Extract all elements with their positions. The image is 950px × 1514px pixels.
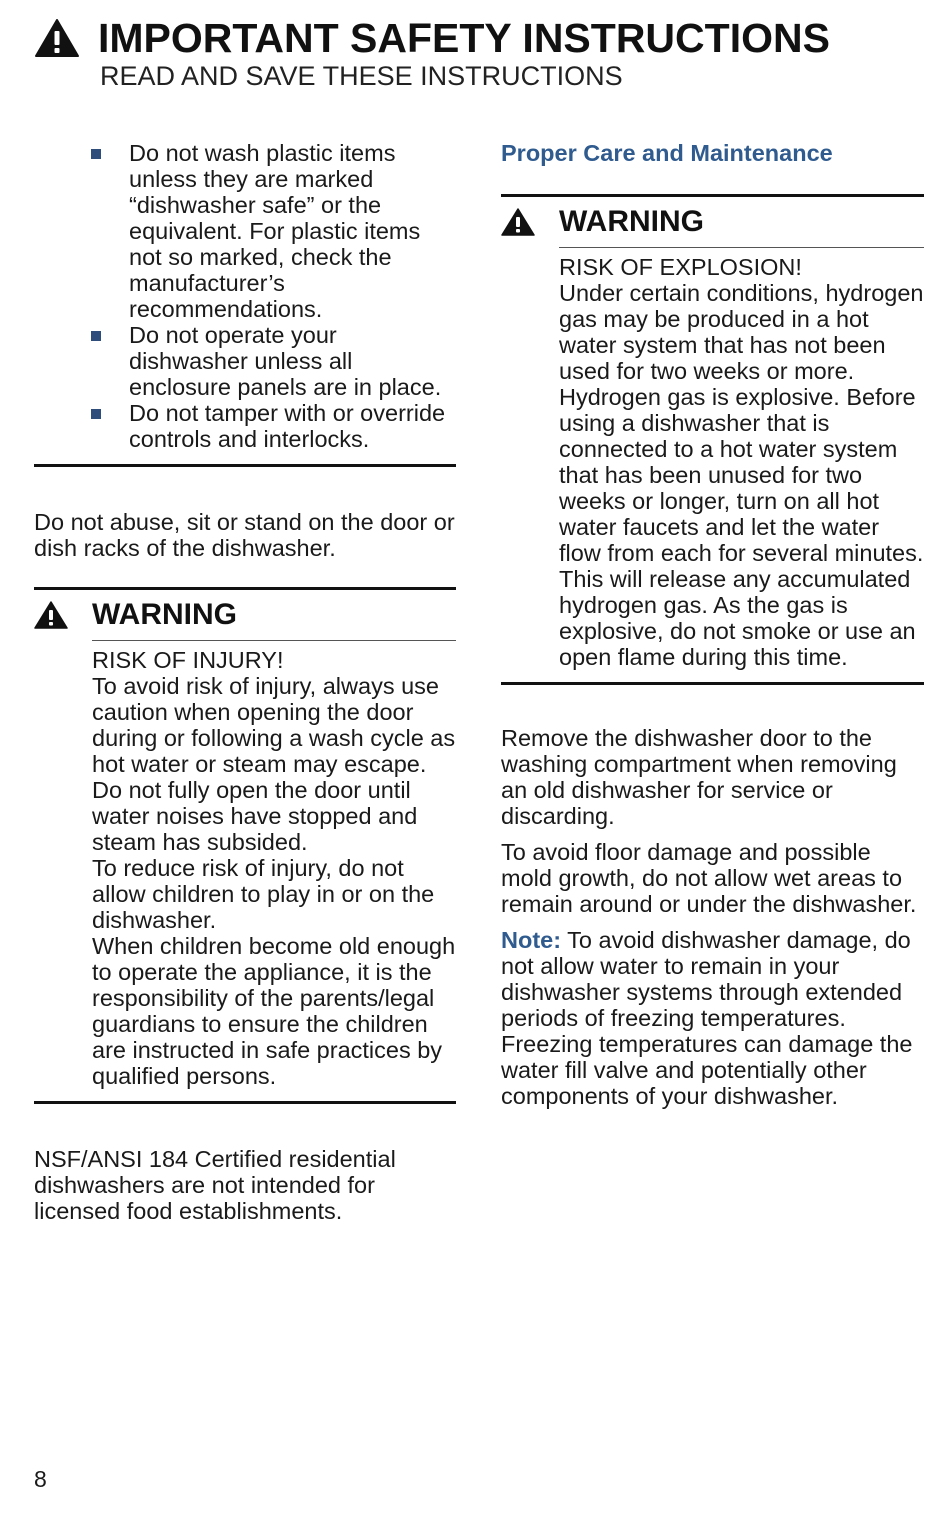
explosion-warning-box (501, 197, 924, 670)
list-item: Do not operate your dishwasher unless all enclosure panels are in place. (34, 322, 456, 400)
warning-label: WARNING (559, 205, 704, 238)
warning-paragraph: To reduce risk of injury, do not allow children to play in or on the dishwasher. (92, 855, 435, 933)
warning-paragraph: To avoid risk of injury, always use caution when opening the door during or following a wash cycle as hot water or steam may escape. Do not fully open the door until water noises have stopped and steam has subsided. (92, 673, 456, 855)
warning-triangle-icon (34, 601, 92, 629)
page-title: IMPORTANT SAFETY INSTRUCTIONS (98, 15, 830, 61)
right-column (501, 140, 924, 1109)
note-label: Note: (501, 927, 562, 953)
divider (501, 682, 924, 685)
warning-paragraph: Under certain conditions, hydrogen gas may be produced in a hot water system that has not been used for two weeks or more. Hydrogen gas is explosive. Before using a dishwasher that is connected to a hot water system that has been unused for two weeks or longer, turn on all hot water faucets and let the water flow from each for several minutes. This will release any accumulated hydrogen gas. As the gas is explosive, do not smoke or use an open flame during this time. (559, 280, 924, 670)
warning-triangle-icon (501, 208, 559, 236)
section-heading: Proper Care and Maintenance (501, 140, 833, 166)
note-text: To avoid dishwasher damage, do not allow water to remain in your dishwasher systems through extended periods of freezing temperatures. Freezing temperatures can damage the water fill valve and potentially other components of your dishwasher. (501, 927, 913, 1109)
bullet-square-icon (91, 331, 101, 341)
warning-divider (92, 640, 456, 641)
list-item: Do not tamper with or override controls and interlocks. (34, 400, 456, 452)
freezing-note (501, 927, 924, 1109)
page-subtitle: READ AND SAVE THESE INSTRUCTIONS (100, 61, 623, 91)
page-header (34, 14, 934, 92)
abuse-warning-text: Do not abuse, sit or stand on the door or dish racks of the dishwasher. (34, 509, 455, 561)
safety-bullet-list (34, 140, 456, 452)
warning-triangle-icon (34, 18, 80, 58)
divider (34, 1101, 456, 1104)
bullet-square-icon (91, 409, 101, 419)
warning-paragraph: When children become old enough to operate the appliance, it is the responsibility of the parents/legal guardians to ensure the children are instructed in safe practices by qualified persons. (92, 933, 456, 1089)
warning-header (34, 590, 456, 640)
risk-heading: RISK OF INJURY! (92, 647, 284, 673)
risk-heading: RISK OF EXPLOSION! (559, 254, 802, 280)
door-removal-text: Remove the dishwasher door to the washing compartment when removing an old dishwasher for service or discarding. (501, 725, 897, 829)
header-title-row (34, 14, 934, 62)
bullet-square-icon (91, 149, 101, 159)
nsf-certification-text: NSF/ANSI 184 Certified residential dishwashers are not intended for licensed food establishments. (34, 1146, 396, 1224)
divider (34, 464, 456, 467)
page-number: 8 (34, 1466, 47, 1492)
floor-damage-text: To avoid floor damage and possible mold growth, do not allow wet areas to remain around or under the dishwasher. (501, 839, 917, 917)
list-item: Do not wash plastic items unless they are marked “dishwasher safe” or the equivalent. For plastic items not so marked, check the manufacturer’s recommendations. (34, 140, 456, 322)
left-column (34, 140, 456, 1224)
warning-header (501, 197, 924, 247)
injury-warning-box (34, 590, 456, 1089)
warning-body (34, 647, 456, 1089)
warning-body (501, 254, 924, 670)
warning-divider (559, 247, 924, 248)
warning-label: WARNING (92, 598, 237, 631)
